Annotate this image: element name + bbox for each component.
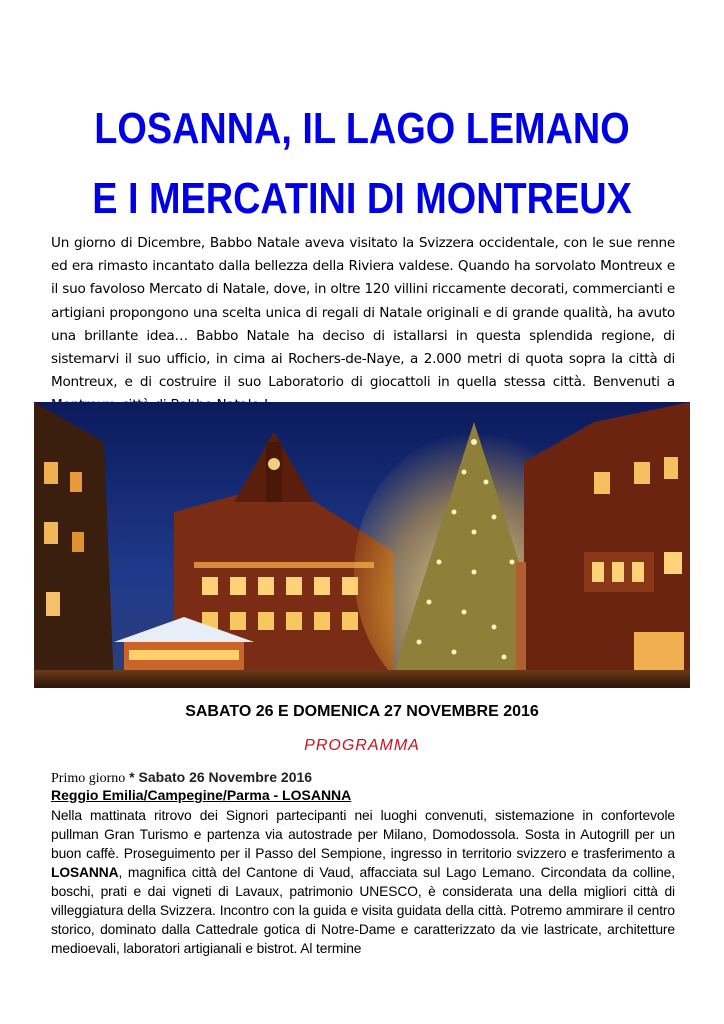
- christmas-market-photo: [34, 402, 690, 688]
- day-date: Sabato 26 Novembre 2016: [138, 769, 313, 785]
- title-line-1: LOSANNA, IL LAGO LEMANO: [94, 104, 630, 153]
- body-part-2: , magnifica città del Cantone di Vaud, affacciata sul Lago Lemano. Circondata da colline, boschi, prati e dai vigneti di Lavaux, patrimonio UNESCO, è considerata una della migliori città di villeggiatura della Svizzera. Incontro con la guida e visita guidata della città. Potremo ammirare il centro storico, dominato dalla Cattedrale gotica di Notre-Dame e caratterizzato da vie lastricate, architetture medioevali, laboratori artigianali e bistrot. Al termine: [51, 865, 675, 956]
- route-heading: Reggio Emilia/Campegine/Parma - LOSANNA: [51, 787, 352, 803]
- day-heading: [51, 769, 312, 787]
- programma-heading: PROGRAMMA: [304, 737, 420, 754]
- day-prefix: Primo giorno: [51, 771, 126, 786]
- intro-paragraph: Un giorno di Dicembre, Babbo Natale aveva visitato la Svizzera occidentale, con le sue renne ed era rimasto incantato dalla bellezza della Riviera valdese. Quando ha sorvolato Montreux e il suo favoloso Mercato di Natale, dove, in oltre 120 villini riccamente decorati, commercianti e artigiani propongono una scelta unica di regali di Natale originali e di grande qualità, ha avuto una brillante idea… Babbo Natale ha deciso di istallarsi in questa splendida regione, di sistemarvi il suo ufficio, in cima ai Rochers-de-Naye, a 2.000 metri di quota sopra la città di Montreux, e di costruire il suo Laboratorio di giocattoli in quella stessa città. Benvenuti a: [51, 235, 675, 391]
- body-bold-city: LOSANNA: [51, 865, 119, 880]
- day-star: *: [129, 769, 135, 785]
- day-description: [51, 806, 675, 958]
- title-line-2: E I MERCATINI DI MONTREUX: [92, 174, 632, 223]
- event-dates: SABATO 26 E DOMENICA 27 NOVEMBRE 2016: [185, 703, 539, 720]
- body-part-1: Nella mattinata ritrovo dei Signori partecipanti nei luoghi convenuti, sistemazione in confortevole pullman Gran Turismo e partenza via autostrade per Milano, Domodossola. Sosta in Autogrill per un buon caffè. Proseguimento per il Passo del Sempione, ingresso in territorio svizzero e trasferimento a: [51, 808, 675, 861]
